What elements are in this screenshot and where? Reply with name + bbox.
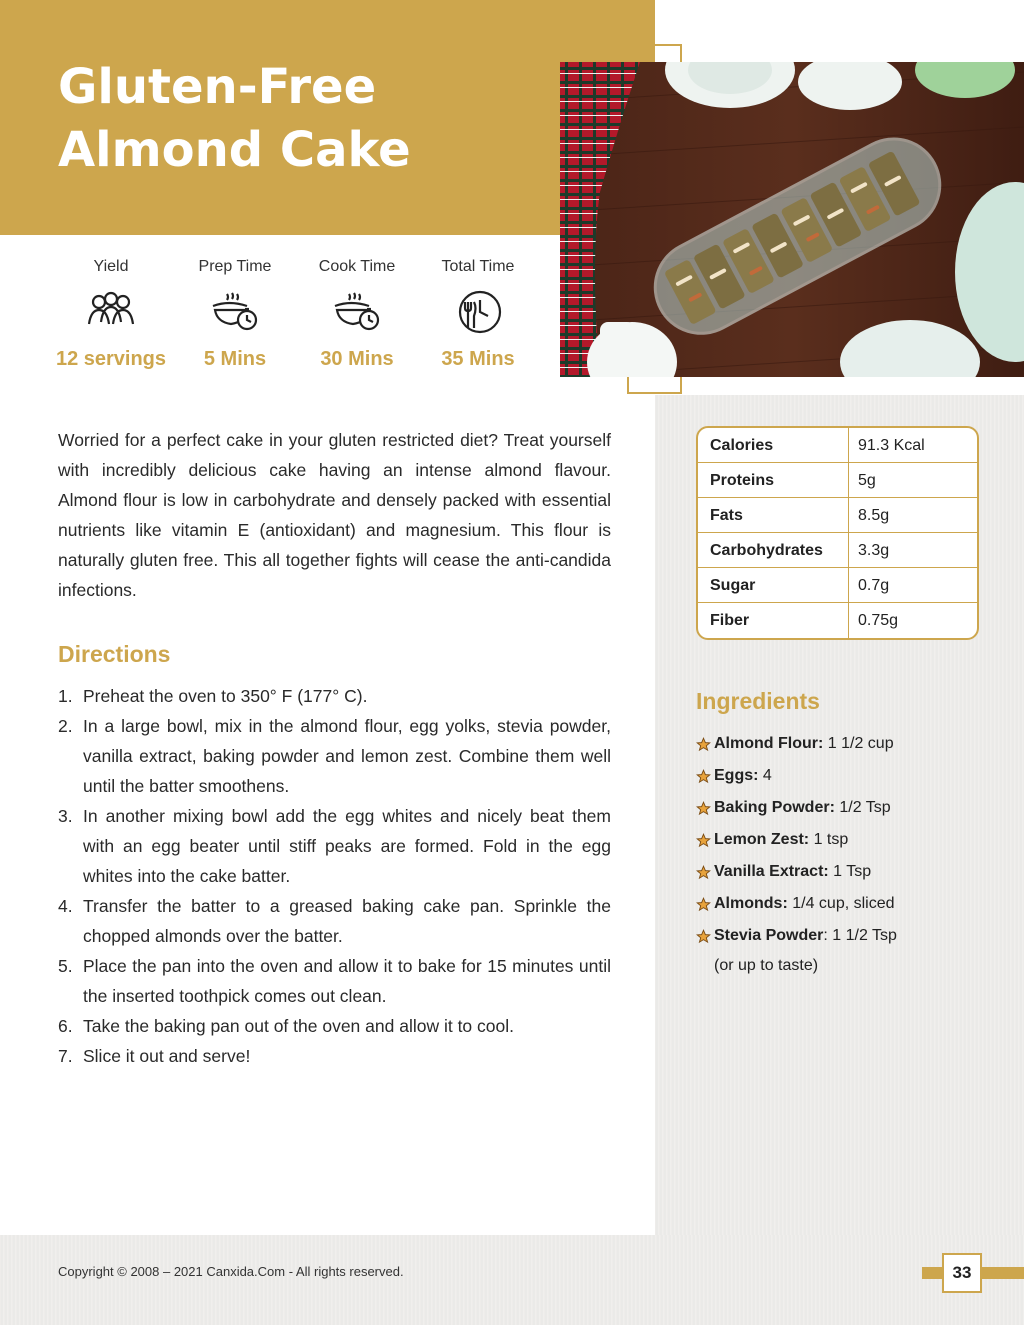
table-row [698, 568, 977, 603]
ingredient-amount: 1/4 cup, sliced [787, 895, 895, 912]
stat-label: Yield [93, 258, 129, 275]
ingredient-name: Stevia Powder [714, 927, 824, 944]
star-icon [696, 737, 711, 752]
list-item [58, 891, 611, 951]
nutrient-name: Calories [698, 428, 849, 462]
nutrition-table [696, 426, 979, 640]
pan-timer-icon [329, 288, 385, 336]
list-item [696, 795, 996, 827]
nutrient-value: 0.7g [858, 577, 890, 594]
star-icon [696, 769, 711, 784]
star-icon [696, 833, 711, 848]
step-text: Slice it out and serve! [83, 1046, 251, 1066]
directions-heading: Directions [58, 641, 171, 667]
table-row [698, 603, 977, 638]
ingredient-name: Vanilla Extract: [714, 863, 829, 880]
list-item [696, 763, 996, 795]
ingredient-name: Almond Flour: [714, 735, 824, 752]
table-row [698, 533, 977, 568]
step-text: Take the baking pan out of the oven and allow it to cool. [83, 1016, 514, 1036]
star-icon [696, 801, 711, 816]
list-item [696, 827, 996, 859]
ingredients-list [696, 731, 996, 955]
nutrient-name: Proteins [698, 463, 849, 497]
step-number: 7. [58, 1046, 73, 1066]
ingredient-name: Almonds: [714, 895, 788, 912]
step-number: 6. [58, 1016, 73, 1036]
list-item [58, 681, 611, 711]
ingredient-amount: 1 Tsp [828, 863, 872, 880]
directions-list [58, 681, 611, 1071]
footer-background [0, 1235, 1024, 1325]
nutrient-value: 91.3 Kcal [858, 437, 925, 454]
star-icon [696, 897, 711, 912]
people-icon [83, 288, 139, 336]
pan-timer-icon [207, 288, 263, 336]
ingredient-name: Lemon Zest: [714, 831, 810, 848]
step-text: Transfer the batter to a greased baking cake pan. Sprinkle the chopped almonds over the batter. [83, 896, 611, 946]
list-item [58, 951, 611, 1011]
ingredient-amount: 1 1/2 cup [823, 735, 894, 752]
step-number: 4. [58, 896, 73, 916]
list-item [58, 1011, 611, 1041]
ingredient-amount: 1 tsp [809, 831, 849, 848]
ingredient-amount: : 1 1/2 Tsp [823, 927, 897, 944]
step-number: 3. [58, 806, 73, 826]
table-row [698, 498, 977, 533]
ingredient-amount: 4 [758, 767, 772, 784]
step-text: In a large bowl, mix in the almond flour, egg yolks, stevia powder, vanilla extract, baking powder and lemon zest. Combine them well until the batter smoothens. [83, 716, 611, 796]
ingredients-heading: Ingredients [696, 688, 820, 714]
list-item [696, 923, 996, 955]
step-text: Place the pan into the oven and allow it to bake for 15 minutes until the inserted toothpick comes out clean. [83, 956, 611, 1006]
list-item [58, 801, 611, 891]
nutrient-name: Fiber [698, 603, 849, 638]
step-number: 1. [58, 686, 73, 706]
stat-prep-time [174, 258, 296, 371]
stat-value: 12 servings [55, 348, 167, 370]
stat-label: Total Time [441, 258, 515, 275]
clock-cutlery-icon [450, 288, 506, 336]
stat-value: 5 Mins [203, 348, 267, 370]
list-item [696, 731, 996, 763]
step-number: 2. [58, 716, 73, 736]
ingredient-amount: 1/2 Tsp [834, 799, 891, 816]
stat-value: 30 Mins [320, 348, 394, 370]
page-number: 33 [942, 1253, 982, 1293]
nutrient-name: Carbohydrates [698, 533, 849, 567]
stat-label: Prep Time [198, 258, 272, 275]
list-item [696, 891, 996, 923]
stat-value: 35 Mins [441, 348, 515, 370]
title-banner [0, 0, 655, 235]
table-row [698, 463, 977, 498]
nutrient-value: 3.3g [858, 542, 890, 559]
list-item [58, 711, 611, 801]
cake-photo [560, 62, 1024, 377]
recipe-intro: Worried for a perfect cake in your gluten restricted diet? Treat yourself with incredibly delicious cake having an intense almond flavour. Almond flour is low in carbohydrate and densely packed with essential nutrients like vitamin E (antioxidant) and magnesium. This flour is naturally gluten free. This all together fights will cease the anti-candida infections. [58, 430, 611, 600]
page-title: Gluten-Free Almond Cake [58, 59, 411, 178]
stat-total-time [417, 258, 539, 371]
stat-label: Cook Time [318, 258, 396, 275]
star-icon [696, 929, 711, 944]
ingredient-note: (or up to taste) [714, 957, 819, 974]
nutrient-name: Fats [698, 498, 849, 532]
list-item [58, 1041, 611, 1071]
copyright-text: Copyright © 2008 – 2021 Canxida.Com - All rights reserved. [58, 1264, 404, 1279]
nutrient-name: Sugar [698, 568, 849, 602]
step-number: 5. [58, 956, 73, 976]
nutrient-value: 0.75g [858, 612, 899, 629]
recipe-stats [50, 258, 540, 378]
list-item [696, 859, 996, 891]
step-text: Preheat the oven to 350° F (177° C). [83, 686, 368, 706]
table-row [698, 428, 977, 463]
step-text: In another mixing bowl add the egg whites and nicely beat them with an egg beater until stiff peaks are formed. Fold in the egg whites into the cake batter. [83, 806, 611, 886]
star-icon [696, 865, 711, 880]
ingredient-name: Eggs: [714, 767, 759, 784]
ingredient-name: Baking Powder: [714, 799, 835, 816]
stat-cook-time [296, 258, 418, 371]
nutrient-value: 8.5g [858, 507, 890, 524]
stat-yield [50, 258, 172, 371]
nutrient-value: 5g [858, 472, 876, 489]
